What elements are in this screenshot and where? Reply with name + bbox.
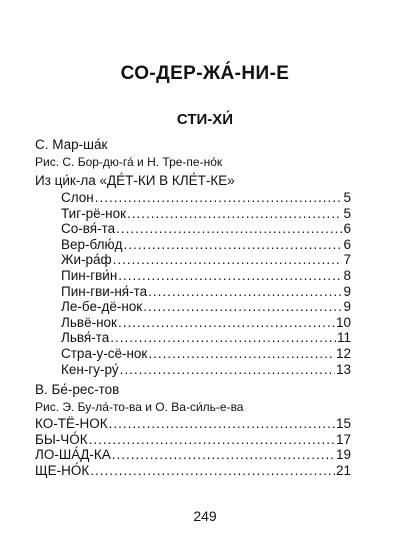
toc-entry-page: 21 [335,462,351,478]
toc-entry-page: 17 [335,431,351,447]
toc-entry-page: 6 [343,221,351,237]
toc-entry-page: 19 [335,447,351,463]
cycle-title: Из ци́к-ла «ДЕ́Т-КИ В КЛЕ́Т-КЕ» [35,173,235,188]
author-name: С. Мар-ша́к [35,137,108,152]
toc-entry-page: 9 [343,299,351,315]
page-title: СО-ДЕР-ЖА́-НИ-Е [120,63,290,84]
toc-entry [61,360,351,379]
toc-entry-page: 8 [343,268,351,283]
toc-entry-page: 5 [343,190,351,205]
toc-entry-title: Жи-ра́ф [61,252,112,268]
toc-entry-title: Пин-гви́н [61,268,118,283]
illustrators-line: Рис. С. Бор-дю-га́ и Н. Тре-пе-но́к [35,155,223,169]
toc-entry-page: 7 [343,252,351,268]
toc-entry-title: ЛО-ША́Д-КА [35,447,111,463]
toc-entry-title: Со-вя́-та [61,221,116,237]
toc-entry-title: Слон [61,190,94,205]
dot-leader [90,461,335,480]
toc-entry-page: 5 [343,205,351,221]
toc-entry-title: Львё-нок [61,314,117,330]
toc-entry-title: Кен-гу-ру́ [61,361,119,377]
page-number: 249 [193,508,217,524]
author-name: В. Бе́-рес-тов [35,382,120,397]
toc-entry-title: КО-ТЁ-НОК [35,416,108,431]
toc-entry-title: Пин-гви-ня́-та [61,283,148,299]
toc-entry-title: Вер-блю́д [61,236,123,252]
toc-entry [35,461,351,480]
toc-entry-page: 9 [343,283,351,299]
toc-entry-title: ЩЕ-НО́К [35,462,90,478]
toc-entry-title: Львя́-та [61,330,110,346]
illustrators-line: Рис. Э. Бу-ла́-то-ва и О. Ва-си́ль-е-ва [35,400,244,414]
toc-entry-page: 11 [336,330,351,346]
toc-entry-page: 15 [335,416,351,431]
dot-leader [120,360,335,379]
toc-entry-page: 10 [335,314,351,330]
toc-entry-title: Тиг-рё-нок [61,205,126,221]
toc-entry-title: Стра-у-сё-нок [61,346,148,361]
toc-entry-page: 13 [335,361,351,377]
toc-entry-title: Ле-бе-дё-нок [61,299,143,315]
toc-entry-page: 12 [335,346,351,361]
toc-entry-title: БЫ-ЧО́К [35,431,88,447]
toc-entry-page: 6 [343,236,351,252]
section-heading: СТИ-ХИ́ [176,111,234,128]
